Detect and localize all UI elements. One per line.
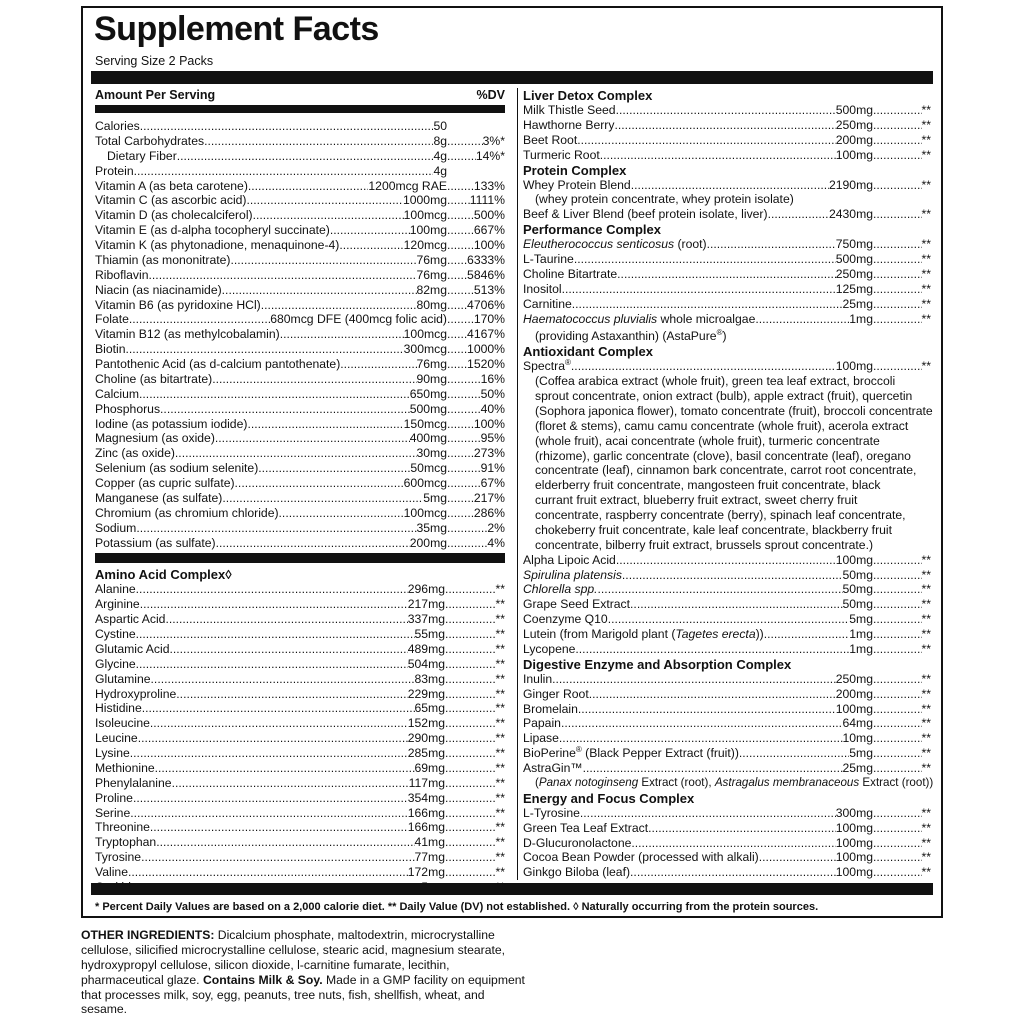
nutrient-row: Magnesium (as oxide) ..... 400mg ..... 95% [95,431,505,446]
nutrient-row: Zinc (as oxide) ..... 30mg ..... 273% [95,446,505,461]
amino-row: Phenylalanine ..... 117mg ..... ** [95,776,505,791]
energy-row: Ginkgo Biloba (leaf) ..... 100mg ..... ** [523,865,931,880]
whey-note: (whey protein concentrate, whey protein isolate) [535,192,794,207]
astragin-row: AstraGin™ ..... 25mg ..... ** [523,761,931,776]
astaxanthin-note: (providing Astaxanthin) (AstaPure®) [535,328,727,344]
nutrient-row: Selenium (as sodium selenite) ..... 50mcg ..... 91% [95,461,505,476]
amino-row: Aspartic Acid ..... 337mg ..... ** [95,612,505,627]
lycopene-row: Lycopene ..... 1mg ..... ** [523,642,931,657]
nutrient-row: Vitamin A (as beta carotene) ..... 1200mcg RAE ..... 133% [95,179,505,194]
spectra-line: concentrate, raspberry concentrate (berry), spinach leaf concentrate, [535,508,906,523]
amino-row: Tyrosine ..... 77mg ..... ** [95,850,505,865]
nutrient-row: Vitamin E (as d-alpha tocopheryl succinate) ..... 100mg ..... 667% [95,223,505,238]
spectra-line: (rhizome), garlic concentrate (clove), basil concentrate (leaf), oregano [535,448,911,463]
liver-row: Hawthorne Berry ..... 250mg ..... ** [523,118,931,133]
nutrient-row: Niacin (as niacinamide) ..... 82mg ..... 513% [95,283,505,298]
energy-row: Cocoa Bean Powder (processed with alkali) ..... 100mg ..... ** [523,850,931,865]
amino-list [95,582,505,894]
haematococcus-row: Haematococcus pluvialis whole microalgae ..... 1mg ..... ** [523,312,931,327]
nutrient-row: Vitamin B12 (as methylcobalamin) ..... 100mcg ..... 4167% [95,327,505,342]
spectra-line: concentrate (leaf), cinnamon bark concentrate, carrot root concentrate, [535,463,917,478]
nutrient-row: Vitamin B6 (as pyridoxine HCl) ..... 80mg ..... 4706% [95,298,505,313]
header-divider [95,105,505,113]
spectra-line: concentrate, bilberry fruit extract, brussels sprout concentrate.) [535,537,874,552]
nutrient-row: Calcium ..... 650mg ..... 50% [95,387,505,402]
protein-title: Protein Complex [523,162,627,178]
amino-divider [95,553,505,563]
nutrient-row: Thiamin (as mononitrate) ..... 76mg ..... 6333% [95,253,505,268]
amino-row: Arginine ..... 217mg ..... ** [95,597,505,612]
spectra-line: sprout concentrate, onion extract (bulb), apple extract (fruit), quercetin [535,389,913,404]
antioxidant-row: Chlorella spp. ..... 50mg ..... ** [523,582,931,597]
performance-row: Choline Bitartrate ..... 250mg ..... ** [523,267,931,282]
nutrient-row: Biotin ..... 300mcg ..... 1000% [95,342,505,357]
spectra-line: currant fruit extract, blueberry fruit extract, sweet cherry fruit [535,493,858,508]
performance-row: L-Taurine ..... 500mg ..... ** [523,252,931,267]
spectra-line: (Sophora japonica flower), tomato concentrate (fruit), broccoli concentrate [535,403,933,418]
beef-row: Beef & Liver Blend (beef protein isolate, liver) ..... 2430mg ..... ** [523,207,931,222]
digestive-row: Lipase ..... 10mg ..... ** [523,731,931,746]
nutrient-row: Calories ..... 50 [95,119,505,134]
amino-row: Glutamic Acid ..... 489mg ..... ** [95,642,505,657]
digestive-row: Papain ..... 64mg ..... ** [523,716,931,731]
lutein-row: Lutein (from Marigold plant (Tagetes erecta)) ..... 1mg ..... ** [523,627,931,642]
nutrient-row: Dietary Fiber ..... 4g ..... 14%* [95,149,505,164]
eleuthero-row: Eleutherococcus senticosus (root) ..... 750mg ..... ** [523,237,931,252]
amino-row: Alanine ..... 296mg ..... ** [95,582,505,597]
bottom-divider [91,883,933,895]
performance-row: Carnitine ..... 25mg ..... ** [523,297,931,312]
digestive-row: Ginger Root ..... 200mg ..... ** [523,687,931,702]
liver-row: Milk Thistle Seed ..... 500mg ..... ** [523,103,931,118]
antioxidant-row: Coenzyme Q10 ..... 5mg ..... ** [523,612,931,627]
amino-row: Lysine ..... 285mg ..... ** [95,746,505,761]
nutrient-row: Pantothenic Acid (as d-calcium pantothenate) ..... 76mg ..... 1520% [95,357,505,372]
digestive-title: Digestive Enzyme and Absorption Complex [523,656,792,672]
nutrient-row: Manganese (as sulfate) ..... 5mg ..... 217% [95,491,505,506]
amino-row: Hydroxyproline ..... 229mg ..... ** [95,687,505,702]
amount-header: Amount Per Serving %DV [95,88,505,102]
column-divider [517,88,518,880]
antioxidant-title: Antioxidant Complex [523,344,654,360]
serving-size: Serving Size 2 Packs [95,54,214,68]
nutrient-row: Potassium (as sulfate) ..... 200mg ..... 4% [95,536,505,551]
spectra-row: Spectra® ..... 100mg ..... ** [523,359,931,374]
footnote: * Percent Daily Values are based on a 2,000 calorie diet. ** Daily Value (DV) not established. ◊ Naturally occurring from the protein sources. [95,901,819,913]
whey-row: Whey Protein Blend ..... 2190mg ..... ** [523,178,931,193]
performance-row: Inositol ..... 125mg ..... ** [523,282,931,297]
nutrient-row: Vitamin D (as cholecalciferol) ..... 100mcg ..... 500% [95,208,505,223]
amino-row: Histidine ..... 65mg ..... ** [95,701,505,716]
amino-title: Amino Acid Complex◊ [95,567,232,583]
spectra-ingredients [523,374,931,553]
energy-row: Green Tea Leaf Extract ..... 100mg ..... ** [523,821,931,836]
nutrient-list [95,119,505,550]
astragin-note: (Panax notoginseng Extract (root), Astragalus membranaceous Extract (root)) [535,775,934,789]
nutrient-row: Folate ..... 680mcg DFE (400mcg folic acid) ..... 170% [95,312,505,327]
nutrient-row: Chromium (as chromium chloride) ..... 100mcg ..... 286% [95,506,505,521]
amino-row: Methionine ..... 69mg ..... ** [95,761,505,776]
other-ingredients: OTHER INGREDIENTS: Dicalcium phosphate, maltodextrin, microcrystalline cellulose, silicified microcrystalline cellulose, stearic acid, magnesium stearate, hydroxypropyl cellulose, silicon dioxide, l-carnitine fumarate, lecithin, pharmaceutical glaze. Contains Milk & Soy. Made in a GMP facility on equipment that processes milk, soy, egg, peanuts, tree nuts, fish, shellfish, wheat, and sesame. [81,928,525,1017]
amino-row: Glutamine ..... 83mg ..... ** [95,672,505,687]
amino-row: Proline ..... 354mg ..... ** [95,791,505,806]
right-column [523,88,934,880]
energy-row: L-Tyrosine ..... 300mg ..... ** [523,806,931,821]
amino-row: Leucine ..... 290mg ..... ** [95,731,505,746]
nutrient-row: Choline (as bitartrate) ..... 90mg ..... 16% [95,372,505,387]
spectra-line: (floret & stems), camu camu concentrate (whole fruit), acerola extract [535,418,909,433]
energy-title: Energy and Focus Complex [523,790,695,806]
amino-row: Valine ..... 172mg ..... ** [95,865,505,880]
panel-title: Supplement Facts [94,10,379,48]
nutrient-row: Iodine (as potassium iodide) ..... 150mcg ..... 100% [95,417,505,432]
nutrient-row: Riboflavin ..... 76mg ..... 5846% [95,268,505,283]
digestive-row: Inulin ..... 250mg ..... ** [523,672,931,687]
nutrient-row: Copper (as cupric sulfate) ..... 600mcg ..... 67% [95,476,505,491]
amino-row: Tryptophan ..... 41mg ..... ** [95,835,505,850]
amino-row: Cystine ..... 55mg ..... ** [95,627,505,642]
spectra-line: (whole fruit), acai concentrate (whole fruit), turmeric concentrate [535,433,880,448]
energy-row: D-Glucuronolactone ..... 100mg ..... ** [523,836,931,851]
antioxidant-row: Alpha Lipoic Acid ..... 100mg ..... ** [523,553,931,568]
liver-list [523,103,931,163]
liver-row: Turmeric Root ..... 100mg ..... ** [523,148,931,163]
nutrient-row: Phosphorus ..... 500mg ..... 40% [95,402,505,417]
spectra-line: (Coffea arabica extract (whole fruit), green tea leaf extract, broccoli [535,374,896,389]
performance-title: Performance Complex [523,222,661,238]
supplement-facts-panel [81,6,943,918]
nutrient-row: Vitamin C (as ascorbic acid) ..... 1000mg ..... 1111% [95,193,505,208]
amino-row: Isoleucine ..... 152mg ..... ** [95,716,505,731]
dv-header: %DV [476,88,505,102]
digestive-row: Bromelain ..... 100mg ..... ** [523,702,931,717]
antioxidant-row: Spirulina platensis ..... 50mg ..... ** [523,568,931,583]
spectra-line: chokeberry fruit concentrate, kale leaf concentrate, blackberry fruit [535,522,892,537]
liver-title: Liver Detox Complex [523,88,653,103]
amino-row: Serine ..... 166mg ..... ** [95,806,505,821]
top-divider [91,71,933,84]
nutrient-row: Sodium ..... 35mg ..... 2% [95,521,505,536]
amino-row: Glycine ..... 504mg ..... ** [95,657,505,672]
nutrient-row: Protein ..... 4g [95,164,505,179]
spectra-line: elderberry fruit concentrate, mangosteen fruit concentrate, black [535,478,881,493]
antioxidant-row: Grape Seed Extract ..... 50mg ..... ** [523,597,931,612]
nutrient-row: Vitamin K (as phytonadione, menaquinone-4) ..... 120mcg ..... 100% [95,238,505,253]
liver-row: Beet Root ..... 200mg ..... ** [523,133,931,148]
nutrient-row: Total Carbohydrates ..... 8g ..... 3%* [95,134,505,149]
amino-row: Threonine ..... 166mg ..... ** [95,820,505,835]
bioperine-row: BioPerine® (Black Pepper Extract (fruit)) ..... 5mg ..... ** [523,746,931,761]
left-column [95,88,505,895]
